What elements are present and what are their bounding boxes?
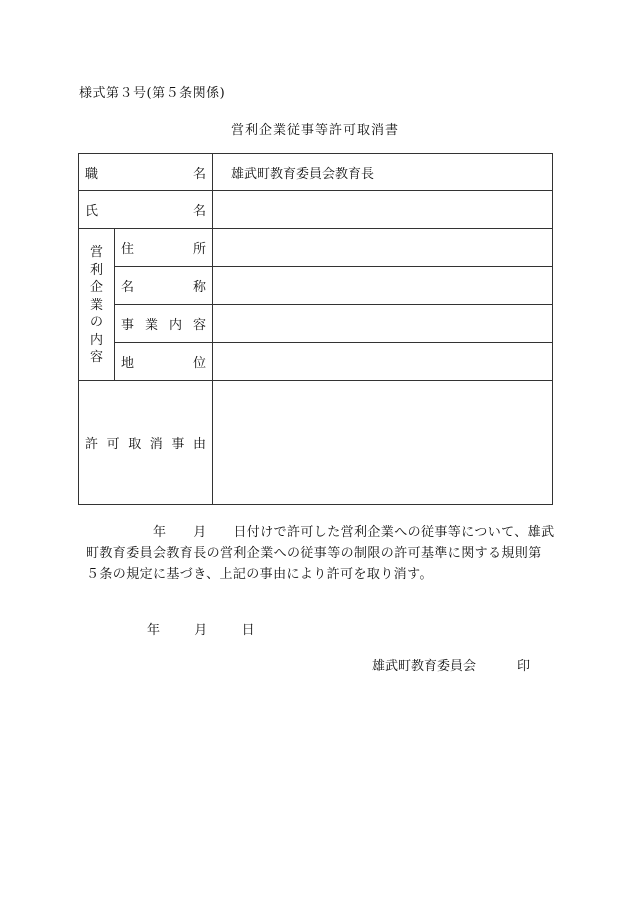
date-month-label: 月	[194, 623, 208, 638]
enterprise-label-char-4: 業	[89, 297, 103, 313]
reason-label-char-1: 許	[85, 437, 99, 452]
seal-mark: 印	[517, 659, 531, 674]
row-position	[79, 154, 553, 191]
business-label-char-1: 事	[121, 318, 135, 333]
reason-label-char-3: 取	[128, 437, 142, 452]
statement-line-2: 町教育委員会教育長の営利企業への従事等の制限の許可基準に関する規則第	[86, 546, 542, 561]
business-label-char-3: 内	[168, 318, 182, 333]
row-company-name	[79, 267, 553, 305]
row-business	[79, 305, 553, 343]
name-label-char-2: 名	[192, 204, 206, 219]
reason-label-char-4: 消	[149, 437, 163, 452]
name-label-char-1: 氏	[85, 204, 99, 219]
enterprise-label-char-7: 容	[89, 350, 103, 366]
company-name-label-char-2: 称	[192, 280, 206, 295]
statement-line-3: ５条の規定に基づき、上記の事由により許可を取り消す。	[86, 567, 433, 582]
company-name-value-cell[interactable]	[213, 267, 553, 305]
enterprise-label-char-5: の	[89, 315, 103, 331]
address-label-char-2: 所	[192, 242, 206, 257]
status-label-char-1: 地	[121, 356, 135, 371]
company-name-label-cell	[115, 267, 213, 305]
position-value: 雄武町教育委員会教育長	[231, 166, 375, 182]
row-reason	[79, 381, 553, 505]
position-value-cell[interactable]	[213, 154, 553, 191]
reason-label-cell	[79, 381, 213, 505]
enterprise-label-char-3: 企	[89, 280, 103, 296]
date-day-label: 日	[241, 623, 255, 638]
position-label-cell	[79, 154, 213, 191]
row-name	[79, 191, 553, 229]
position-label-char-1: 職	[85, 166, 99, 182]
reason-label-char-2: 可	[106, 437, 120, 452]
status-value-cell[interactable]	[213, 343, 553, 381]
reason-value-cell[interactable]	[213, 381, 553, 505]
enterprise-label-char-6: 内	[89, 332, 103, 348]
revocation-statement	[86, 522, 556, 585]
business-label-char-2: 業	[144, 318, 158, 333]
enterprise-group-label	[79, 242, 114, 367]
document-title: 営利企業従事等許可取消書	[230, 123, 399, 138]
row-address	[79, 229, 553, 267]
date-line	[147, 619, 255, 638]
statement-line-1: 年 月 日付けで許可した営利企業への従事等について、雄武	[86, 525, 555, 540]
status-label-char-2: 位	[192, 356, 206, 371]
business-label-char-4: 容	[192, 318, 206, 333]
row-status	[79, 343, 553, 381]
reason-label-char-5: 事	[171, 437, 185, 452]
position-label-char-2: 名	[192, 166, 206, 182]
form-number: 様式第３号(第５条関係)	[79, 86, 226, 101]
address-value-cell[interactable]	[213, 229, 553, 267]
status-label-cell	[115, 343, 213, 381]
enterprise-label-char-1: 営	[89, 245, 103, 261]
revocation-form-table	[78, 153, 553, 505]
business-label-cell	[115, 305, 213, 343]
business-value-cell[interactable]	[213, 305, 553, 343]
address-label-cell	[115, 229, 213, 267]
enterprise-group-label-cell	[79, 229, 115, 381]
name-label-cell	[79, 191, 213, 229]
company-name-label-char-1: 名	[121, 280, 135, 295]
name-value-cell[interactable]	[213, 191, 553, 229]
reason-label-char-6: 由	[192, 437, 206, 452]
issuer-name: 雄武町教育委員会	[372, 659, 477, 674]
date-year-label: 年	[147, 623, 161, 638]
address-label-char-1: 住	[121, 242, 135, 257]
enterprise-label-char-2: 利	[89, 262, 103, 278]
